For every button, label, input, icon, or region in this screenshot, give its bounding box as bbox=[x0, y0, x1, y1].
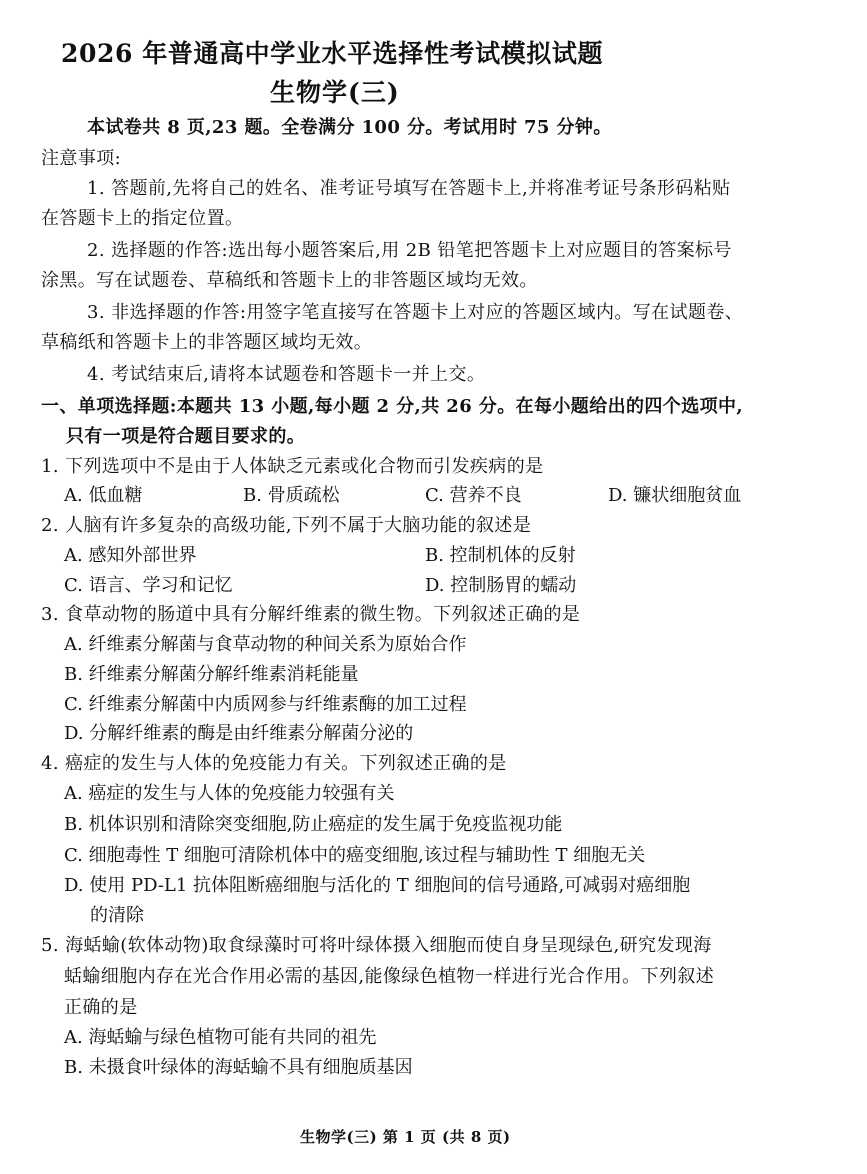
option-b: B. 机体识别和清除突变细胞,防止癌症的发生属于免疫监视功能 bbox=[64, 814, 563, 835]
question-stem-cont: 正确的是 bbox=[64, 997, 138, 1018]
option-b: B. 控制机体的反射 bbox=[425, 545, 576, 566]
option-a: A. 癌症的发生与人体的免疫能力较强有关 bbox=[64, 783, 395, 804]
exam-subtitle: 生物学(三) bbox=[270, 78, 400, 107]
section-heading: 一、单项选择题:本题共 13 小题,每小题 2 分,共 26 分。在每小题给出的四个选项中, bbox=[41, 396, 744, 417]
option-b: B. 纤维素分解菌分解纤维素消耗能量 bbox=[64, 664, 359, 685]
question-stem: 3. 食草动物的肠道中具有分解纤维素的微生物。下列叙述正确的是 bbox=[41, 604, 581, 625]
notice-line: 2. 选择题的作答:选出每小题答案后,用 2B 铅笔把答题卡上对应题目的答案标号 bbox=[87, 240, 732, 261]
notice-line: 1. 答题前,先将自己的姓名、准考证号填写在答题卡上,并将准考证号条形码粘贴 bbox=[87, 178, 731, 199]
notice-heading: 注意事项: bbox=[41, 148, 122, 169]
option-b: B. 未摄食叶绿体的海蛞蝓不具有细胞质基因 bbox=[64, 1057, 413, 1078]
option-d: D. 镰状细胞贫血 bbox=[608, 485, 742, 506]
option-d-cont: 的清除 bbox=[90, 905, 144, 926]
question-stem: 2. 人脑有许多复杂的高级功能,下列不属于大脑功能的叙述是 bbox=[41, 515, 532, 536]
question-stem: 1. 下列选项中不是由于人体缺乏元素或化合物而引发疾病的是 bbox=[41, 456, 544, 477]
notice-line: 涂黑。写在试题卷、草稿纸和答题卡上的非答题区域均无效。 bbox=[41, 270, 538, 291]
notice-line: 4. 考试结束后,请将本试题卷和答题卡一并上交。 bbox=[87, 364, 486, 385]
option-a: A. 低血糖 bbox=[64, 485, 143, 506]
option-d: D. 使用 PD-L1 抗体阻断癌细胞与活化的 T 细胞间的信号通路,可减弱对癌细胞 bbox=[64, 875, 691, 896]
page-footer: 生物学(三) 第 1 页 (共 8 页) bbox=[300, 1128, 511, 1146]
exam-title: 2026 年普通高中学业水平选择性考试模拟试题 bbox=[61, 39, 604, 68]
option-d: D. 控制肠胃的蠕动 bbox=[425, 575, 577, 596]
question-stem: 5. 海蛞蝓(软体动物)取食绿藻时可将叶绿体摄入细胞而使自身呈现绿色,研究发现海 bbox=[41, 935, 712, 956]
notice-line: 3. 非选择题的作答:用签字笔直接写在答题卡上对应的答题区域内。写在试题卷、 bbox=[87, 302, 744, 323]
question-stem-cont: 蛞蝓细胞内存在光合作用必需的基因,能像绿色植物一样进行光合作用。下列叙述 bbox=[64, 966, 715, 987]
notice-line: 草稿纸和答题卡上的非答题区域均无效。 bbox=[41, 332, 373, 353]
option-a: A. 海蛞蝓与绿色植物可能有共同的祖先 bbox=[64, 1027, 377, 1048]
exam-summary: 本试卷共 8 页,23 题。全卷满分 100 分。考试用时 75 分钟。 bbox=[87, 117, 612, 138]
option-c: C. 营养不良 bbox=[425, 485, 522, 506]
question-stem: 4. 癌症的发生与人体的免疫能力有关。下列叙述正确的是 bbox=[41, 753, 507, 774]
notice-line: 在答题卡上的指定位置。 bbox=[41, 208, 244, 229]
option-d: D. 分解纤维素的酶是由纤维素分解菌分泌的 bbox=[64, 723, 414, 744]
option-c: C. 细胞毒性 T 细胞可清除机体中的癌变细胞,该过程与辅助性 T 细胞无关 bbox=[64, 845, 646, 866]
section-heading-cont: 只有一项是符合题目要求的。 bbox=[66, 426, 306, 447]
option-a: A. 纤维素分解菌与食草动物的种间关系为原始合作 bbox=[64, 634, 467, 655]
option-a: A. 感知外部世界 bbox=[64, 545, 197, 566]
option-b: B. 骨质疏松 bbox=[243, 485, 340, 506]
option-c: C. 语言、学习和记忆 bbox=[64, 575, 233, 596]
option-c: C. 纤维素分解菌中内质网参与纤维素酶的加工过程 bbox=[64, 694, 467, 715]
